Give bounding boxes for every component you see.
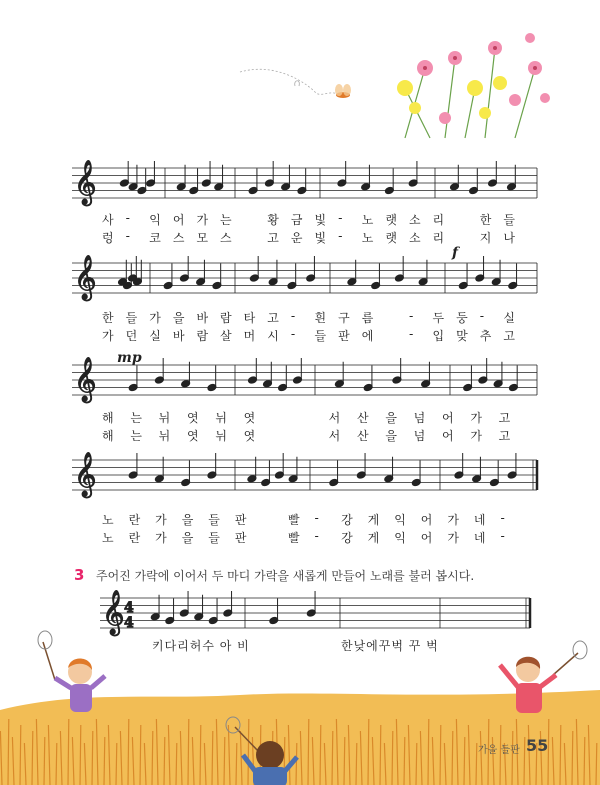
lyric-syllable: 어 [442, 411, 454, 425]
lyric-syllable: 둥 [456, 311, 468, 325]
lyric-syllable: 금 [290, 213, 303, 227]
grass-stalk [332, 731, 333, 785]
lyric-syllable: 익 [149, 213, 161, 227]
lyric-syllable: 들 [125, 311, 138, 325]
lyric-syllable: 빛 [314, 231, 327, 245]
lyric-syllable: 가 [196, 213, 209, 227]
lyric-syllable: 판 [234, 513, 247, 527]
lyric-syllable: 을 [181, 531, 194, 545]
lyric-syllable: 에 [361, 329, 374, 343]
lyric-syllable: 넘 [413, 411, 426, 425]
lyric-syllable: 을 [172, 311, 185, 325]
lyric-syllable: 가 [447, 513, 459, 527]
lyric-syllable: - [290, 309, 296, 323]
grass-stalk [20, 725, 21, 785]
lyric-syllable: 고 [498, 411, 511, 425]
lyric-syllable: 뉘 [215, 429, 227, 443]
lyric-syllable: 란 [128, 531, 141, 545]
lyric-syllable: 노 [102, 513, 114, 527]
lyric-syllable: 리 [432, 213, 445, 227]
lyric-syllable: 구 [338, 311, 350, 325]
lyric-syllable: 고 [267, 231, 279, 245]
lyric-syllable: 소 [408, 213, 421, 227]
lyric-syllable: 게 [367, 513, 380, 527]
lyric-syllable: 노 [361, 231, 374, 245]
step-instruction: 주어진 가락에 이어서 두 마디 가락을 새롭게 만들어 노래를 불러 봅시다. [96, 569, 475, 583]
lyric-syllable: 나 [503, 231, 515, 245]
lyric-syllable: 어 [172, 213, 185, 227]
grass-stalk [524, 737, 525, 785]
grass-stalk [140, 725, 141, 785]
grass-stalk [104, 737, 105, 785]
grass-stalk [476, 743, 477, 785]
grass-stalk [8, 719, 9, 785]
lyric-syllable: 코 [149, 231, 161, 245]
lyric-syllable: 뉘 [158, 411, 171, 425]
lyric-syllable: - [314, 529, 319, 543]
lyric-syllable: 가 [470, 411, 482, 425]
lyric-syllable: 스 [220, 231, 232, 245]
grass-stalk [572, 731, 573, 785]
lyric-syllable: 노 [361, 213, 374, 227]
lyric-syllable: 들 [208, 513, 220, 527]
grass-stalk [56, 743, 57, 785]
lyric-syllable: 네 [473, 531, 486, 545]
lyric-syllable: 판 [338, 329, 350, 343]
dynamic-marking-forte: f [452, 245, 459, 261]
lyric-syllable: - [408, 309, 414, 323]
lyric-syllable: 지 [479, 231, 492, 245]
lyric-syllable: 랫 [385, 213, 397, 227]
lyric-syllable: 황 [267, 213, 279, 227]
grass-stalk [356, 743, 357, 785]
lyric-syllable: 익 [394, 513, 406, 527]
lyric-syllable: 고 [267, 311, 279, 325]
grass-stalk [188, 719, 189, 785]
lyric-syllable: 네 [473, 513, 486, 527]
lyric-syllable: 두 [432, 311, 445, 325]
lyric-syllable: - [338, 229, 343, 243]
lyric-syllable: 름 [361, 311, 374, 325]
lyric-syllable: 모 [196, 231, 209, 245]
treble-clef-icon: 𝄞 [74, 255, 97, 299]
grass-stalk [560, 725, 561, 785]
lyric-syllable: 바 [196, 311, 209, 325]
lyric-syllable: 산 [357, 429, 369, 443]
lyric-syllable: 던 [125, 329, 138, 343]
lyric-syllable: 서 [328, 429, 341, 443]
grass-stalk [212, 731, 213, 785]
grass-stalk [428, 719, 429, 785]
lyric-syllable: - [408, 327, 414, 341]
lyric-syllable: 소 [408, 231, 421, 245]
lyric-syllable: 살 [220, 329, 232, 343]
lyric-syllable: 가 [447, 531, 459, 545]
lyric-syllable: 사 [102, 213, 114, 227]
lyric-syllable: 가 [149, 311, 161, 325]
grass-stalk [452, 731, 453, 785]
grass-stalk [92, 731, 93, 785]
grass-stalk [380, 725, 381, 785]
lyric-syllable: 엿 [187, 411, 199, 425]
lyric-syllable: - [500, 511, 505, 525]
lyric-syllable: 시 [267, 329, 279, 343]
lyric-syllable: 을 [181, 513, 194, 527]
lyric-syllable: 가 [102, 329, 114, 343]
grass-stalk [392, 731, 393, 785]
lyric-syllable: - [125, 229, 130, 243]
lyric-syllable: 엿 [243, 429, 256, 443]
lyric-syllable: 고 [498, 429, 511, 443]
lyric-syllable: 노 [102, 531, 114, 545]
child-center-illustration [225, 715, 315, 785]
grass-stalk [80, 725, 81, 785]
lyric-syllable: 해 [102, 411, 114, 425]
lyric-syllable: 고 [503, 329, 515, 343]
lyric-syllable: 산 [357, 411, 369, 425]
lyric-syllable: 강 [341, 513, 353, 527]
page-number: 55 [526, 736, 549, 755]
lyric-syllable: 운 [290, 231, 303, 245]
lyric-syllable: 한 [102, 311, 114, 325]
grass-stalk [152, 731, 153, 785]
lyric-syllable: 들 [208, 531, 220, 545]
lyric-syllable: 엿 [243, 411, 256, 425]
lyric-syllable: 빨 [287, 513, 300, 527]
exercise-lyrics-right: 한낮에꾸벅 꾸 벅 [341, 639, 439, 653]
lyric-syllable: 머 [243, 329, 256, 343]
grass-stalk [176, 743, 177, 785]
lyric-syllable: 어 [420, 531, 433, 545]
lyric-syllable: 엿 [187, 429, 199, 443]
grass-stalk [440, 725, 441, 785]
lyric-syllable: 을 [385, 429, 397, 443]
lyric-syllable: 실 [503, 311, 515, 325]
lyric-syllable: 람 [220, 311, 232, 325]
lyric-syllable: - [290, 327, 296, 341]
grass-stalk [200, 725, 201, 785]
lyric-syllable: 해 [102, 429, 114, 443]
grass-stalk [404, 737, 405, 785]
time-signature-top: 4 [124, 600, 134, 616]
lyric-syllable: - [338, 211, 343, 225]
lyric-syllable: 실 [149, 329, 161, 343]
lyric-syllable: 익 [394, 531, 406, 545]
lyric-syllable: 스 [172, 231, 185, 245]
lyric-syllable: - [479, 309, 485, 323]
lyric-syllable: 흰 [314, 311, 327, 325]
grass-stalk [164, 737, 165, 785]
grass-stalk [344, 737, 345, 785]
grass-stalk [596, 743, 597, 785]
treble-clef-icon: 𝄞 [74, 452, 97, 496]
lyric-syllable: 는 [220, 213, 232, 227]
lyric-syllable: 는 [130, 411, 142, 425]
lyric-syllable: 는 [130, 429, 142, 443]
grass-stalk [68, 719, 69, 785]
lyric-syllable: 람 [196, 329, 209, 343]
lyric-syllable: 게 [367, 531, 380, 545]
lyric-syllable: 맞 [456, 329, 468, 343]
grass-stalk [44, 737, 45, 785]
grass-stalk [320, 725, 321, 785]
treble-clef-icon: 𝄞 [74, 357, 97, 401]
lyric-syllable: 리 [432, 231, 445, 245]
child-right-illustration [488, 625, 588, 720]
lyric-syllable: 입 [432, 329, 445, 343]
lyric-syllable: 렁 [102, 231, 114, 245]
lyric-syllable: 랫 [385, 231, 397, 245]
lyric-syllable: 들 [314, 329, 327, 343]
grass-stalk [128, 719, 129, 785]
lyric-syllable: 들 [503, 213, 515, 227]
grass-stalk [512, 731, 513, 785]
lyric-syllable: 뉘 [158, 429, 171, 443]
lyric-syllable: 빨 [287, 531, 300, 545]
lyric-syllable: 뉘 [215, 411, 227, 425]
lyric-syllable: 어 [442, 429, 454, 443]
lyric-syllable: 바 [172, 329, 185, 343]
step-number: 3 [74, 566, 85, 584]
exercise-lyrics-left: 키다리허수 아 비 [152, 639, 250, 653]
time-signature-bottom: 4 [124, 615, 134, 631]
lyric-syllable: 판 [234, 531, 247, 545]
lyric-syllable: - [500, 529, 505, 543]
lyric-syllable: 추 [479, 329, 492, 343]
lyric-syllable: 타 [243, 311, 256, 325]
lyric-syllable: 을 [385, 411, 397, 425]
lyric-syllable: 넘 [413, 429, 426, 443]
dynamic-marking-mezzopiano: mp [117, 350, 142, 366]
grass-stalk [32, 731, 33, 785]
lyric-syllable: - [125, 211, 130, 225]
lyric-syllable: 란 [128, 513, 141, 527]
grass-stalk [368, 719, 369, 785]
lyric-syllable: 가 [155, 531, 167, 545]
lyric-syllable: 가 [155, 513, 167, 527]
lyric-syllable: 서 [328, 411, 341, 425]
treble-clef-icon: 𝄞 [74, 160, 97, 204]
lyric-syllable: 빛 [314, 213, 327, 227]
footer-song-title: 가을 들판 [478, 745, 520, 756]
lyric-syllable: 가 [470, 429, 482, 443]
lyric-syllable: 강 [341, 531, 353, 545]
grass-stalk [416, 743, 417, 785]
treble-clef-icon: 𝄞 [102, 590, 125, 634]
grass-stalk [464, 737, 465, 785]
grass-stalk [116, 743, 117, 785]
lyric-syllable: 한 [479, 213, 492, 227]
grass-stalk [584, 737, 585, 785]
lyric-syllable: 어 [420, 513, 433, 527]
lyric-syllable: - [314, 511, 319, 525]
child-left-illustration [35, 630, 115, 720]
